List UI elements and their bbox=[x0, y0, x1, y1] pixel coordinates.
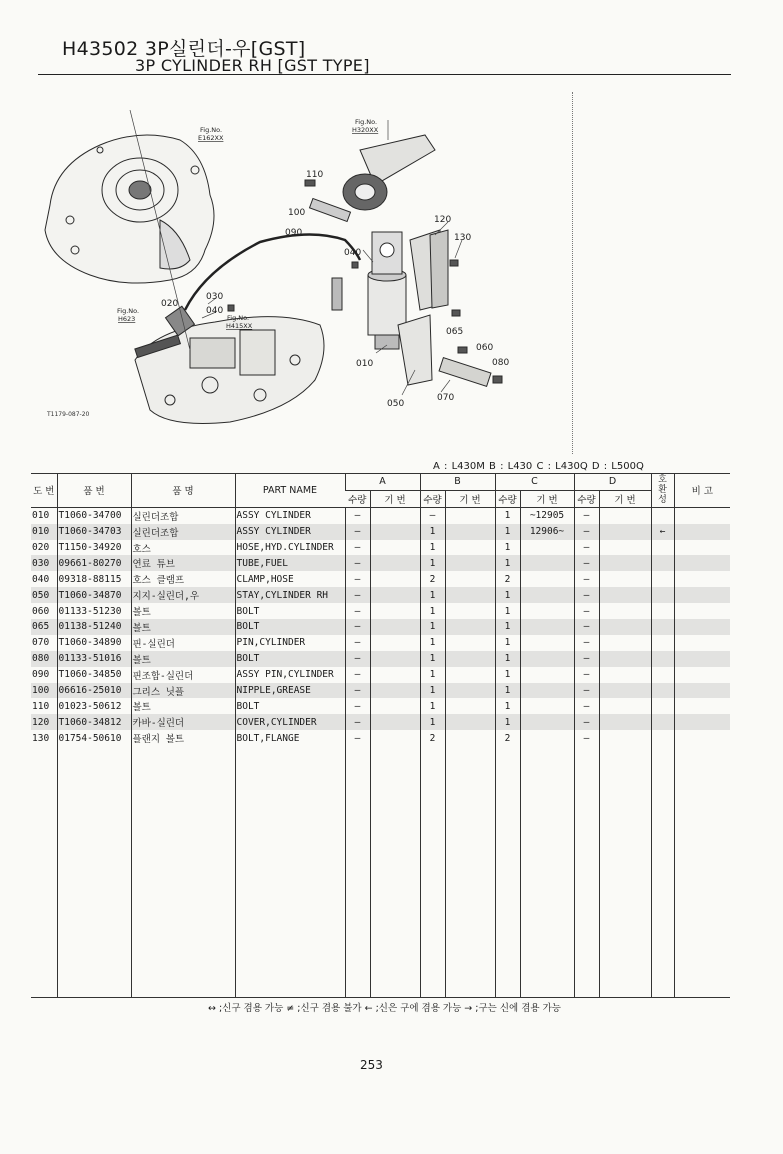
header-part-no: 품 번 bbox=[57, 474, 131, 508]
cell-qty-d: – bbox=[574, 571, 599, 587]
cell-part-name: ASSY CYLINDER bbox=[235, 524, 345, 540]
blank-cell bbox=[651, 746, 674, 998]
cell-no: 080 bbox=[31, 651, 57, 667]
cell-remarks bbox=[674, 651, 730, 667]
cell-part-number: 06616-25010 bbox=[57, 683, 131, 699]
cell-remarks bbox=[674, 540, 730, 556]
cell-serial-c bbox=[520, 698, 574, 714]
cell-interchange bbox=[651, 555, 674, 571]
cell-remarks bbox=[674, 524, 730, 540]
cell-qty-b: 1 bbox=[420, 540, 445, 556]
callout-050: 050 bbox=[387, 399, 405, 409]
callout-030: 030 bbox=[206, 292, 224, 302]
cell-serial-b bbox=[445, 619, 495, 635]
cell-serial-c bbox=[520, 571, 574, 587]
fig-ref-h623: Fig.No. H623 bbox=[117, 307, 140, 323]
cell-qty-a: – bbox=[345, 667, 370, 683]
cell-serial-c bbox=[520, 651, 574, 667]
cell-qty-d: – bbox=[574, 619, 599, 635]
callout-100: 100 bbox=[288, 208, 306, 218]
table-row bbox=[31, 730, 730, 746]
header-serial-d: 기 번 bbox=[599, 490, 651, 507]
cell-part-name: NIPPLE,GREASE bbox=[235, 683, 345, 699]
cell-serial-a bbox=[370, 667, 420, 683]
cell-serial-d bbox=[599, 571, 651, 587]
cell-part-name: CLAMP,HOSE bbox=[235, 571, 345, 587]
callout-040-left: 040 bbox=[206, 306, 224, 316]
cell-serial-c bbox=[520, 587, 574, 603]
blank-cell bbox=[520, 746, 574, 998]
cell-serial-b bbox=[445, 603, 495, 619]
cell-qty-a: – bbox=[345, 714, 370, 730]
cell-serial-d bbox=[599, 540, 651, 556]
cell-qty-d: – bbox=[574, 667, 599, 683]
table-header-row-1 bbox=[31, 474, 730, 491]
table-row bbox=[31, 698, 730, 714]
blank-cell bbox=[370, 746, 420, 998]
cell-serial-d bbox=[599, 524, 651, 540]
cell-qty-a: – bbox=[345, 698, 370, 714]
cell-name-ko: 볼트 bbox=[131, 603, 235, 619]
cell-interchange bbox=[651, 730, 674, 746]
header-serial-a: 기 번 bbox=[370, 490, 420, 507]
cell-part-name: BOLT bbox=[235, 619, 345, 635]
cell-part-name: BOLT bbox=[235, 698, 345, 714]
cell-qty-b: 1 bbox=[420, 587, 445, 603]
cell-qty-d: – bbox=[574, 651, 599, 667]
cell-serial-c bbox=[520, 555, 574, 571]
cell-name-ko: 실린더조합 bbox=[131, 507, 235, 523]
cell-qty-a: – bbox=[345, 507, 370, 523]
cell-part-name: HOSE,HYD.CYLINDER bbox=[235, 540, 345, 556]
cell-part-number: 09318-88115 bbox=[57, 571, 131, 587]
blank-cell bbox=[31, 746, 57, 998]
cell-qty-b: – bbox=[420, 507, 445, 523]
cell-qty-d: – bbox=[574, 524, 599, 540]
cell-qty-c: 2 bbox=[495, 730, 520, 746]
callout-070: 070 bbox=[437, 393, 455, 403]
cell-serial-d bbox=[599, 667, 651, 683]
header-group-a: A bbox=[345, 474, 420, 491]
cell-no: 060 bbox=[32, 605, 50, 617]
cell-qty-c: 1 bbox=[495, 667, 520, 683]
header-qty-b: 수량 bbox=[420, 490, 445, 507]
cell-qty-c: 1 bbox=[495, 651, 520, 667]
cell-qty-c: 1 bbox=[495, 555, 520, 571]
table-row bbox=[31, 619, 730, 635]
blank-cell bbox=[235, 746, 345, 998]
header-interchange: 호 환 성 bbox=[651, 474, 674, 508]
blank-cell bbox=[574, 746, 599, 998]
cell-qty-a: – bbox=[345, 683, 370, 699]
cell-part-number: 01023-50612 bbox=[57, 698, 131, 714]
cell-name-ko: 볼트 bbox=[131, 698, 235, 714]
cell-name-ko: 그리스 닛플 bbox=[131, 683, 235, 699]
cell-qty-a: – bbox=[345, 555, 370, 571]
cell-qty-a: – bbox=[345, 651, 370, 667]
cell-qty-d: – bbox=[574, 540, 599, 556]
header-part-name: PART NAME bbox=[235, 474, 345, 508]
cell-serial-b bbox=[445, 651, 495, 667]
cell-qty-a: – bbox=[345, 524, 370, 540]
table-row bbox=[31, 683, 730, 699]
cell-qty-b: 1 bbox=[420, 635, 445, 651]
cell-no: 010 bbox=[32, 510, 50, 522]
table-row bbox=[31, 587, 730, 603]
cell-serial-a bbox=[370, 540, 420, 556]
exploded-parts-diagram bbox=[30, 110, 560, 430]
blank-cell bbox=[495, 746, 520, 998]
callout-020: 020 bbox=[161, 299, 179, 309]
cell-name-ko: 볼트 bbox=[131, 651, 235, 667]
callout-080: 080 bbox=[492, 358, 510, 368]
cell-qty-c: 1 bbox=[495, 524, 520, 540]
page-title-english: 3P CYLINDER RH [GST TYPE] bbox=[135, 56, 370, 75]
cell-name-ko: 카바-실린더 bbox=[131, 714, 235, 730]
cell-no: 050 bbox=[31, 587, 57, 603]
blank-cell bbox=[674, 746, 730, 998]
cell-serial-c bbox=[520, 667, 574, 683]
cell-interchange bbox=[651, 603, 674, 619]
fig-ref-h415xx: Fig.No. H415XX bbox=[226, 314, 253, 330]
cell-remarks bbox=[674, 667, 730, 683]
table-row bbox=[31, 507, 730, 523]
cell-serial-c bbox=[520, 619, 574, 635]
fig-ref-e162xx: Fig.No. E162XX bbox=[198, 126, 224, 142]
model-legend: A : L430M B : L430 C : L430Q D : L500Q bbox=[433, 461, 644, 472]
header-serial-b: 기 번 bbox=[445, 490, 495, 507]
cell-qty-a: – bbox=[345, 603, 370, 619]
cell-serial-c bbox=[520, 540, 574, 556]
cell-no: 010 bbox=[31, 524, 57, 540]
cell-qty-b: 1 bbox=[420, 714, 445, 730]
header-remarks: 비 고 bbox=[674, 474, 730, 508]
cell-serial-b bbox=[445, 730, 495, 746]
cell-remarks bbox=[674, 603, 730, 619]
cell-qty-c: 1 bbox=[495, 698, 520, 714]
cell-qty-b: 1 bbox=[420, 603, 445, 619]
cell-qty-a: – bbox=[345, 571, 370, 587]
cell-serial-d bbox=[599, 507, 651, 523]
cell-qty-d: – bbox=[574, 683, 599, 699]
cell-part-name: ASSY CYLINDER bbox=[235, 507, 345, 523]
cell-qty-b: 1 bbox=[420, 619, 445, 635]
cell-qty-b: 1 bbox=[420, 555, 445, 571]
cell-qty-d: – bbox=[574, 603, 599, 619]
cell-interchange bbox=[651, 683, 674, 699]
cell-interchange bbox=[651, 635, 674, 651]
table-row bbox=[31, 603, 730, 619]
figure-code: T1179-087-20 bbox=[47, 411, 90, 418]
table-row bbox=[31, 571, 730, 587]
cell-name-ko: 핀조합-실린더 bbox=[131, 667, 235, 683]
callout-130: 130 bbox=[454, 233, 472, 243]
header-group-d: D bbox=[574, 474, 651, 491]
cell-part-number: 09661-80270 bbox=[57, 555, 131, 571]
cell-serial-a bbox=[370, 603, 420, 619]
cell-part-number: T1060-34700 bbox=[57, 507, 131, 523]
cell-part-number: T1060-34703 bbox=[57, 524, 131, 540]
table-row bbox=[31, 667, 730, 683]
cell-part-number: T1060-34870 bbox=[57, 587, 131, 603]
cell-no: 130 bbox=[32, 732, 50, 744]
cell-serial-a bbox=[370, 571, 420, 587]
cell-remarks bbox=[674, 571, 730, 587]
callout-120: 120 bbox=[434, 215, 452, 225]
cell-part-name: ASSY PIN,CYLINDER bbox=[235, 667, 345, 683]
cell-no: 090 bbox=[32, 669, 50, 681]
cell-name-ko: 플랜지 볼트 bbox=[131, 730, 235, 746]
callout-060: 060 bbox=[476, 343, 494, 353]
callout-040-top: 040 bbox=[344, 248, 362, 258]
cell-qty-c: 1 bbox=[495, 603, 520, 619]
callout-110: 110 bbox=[306, 170, 324, 180]
cell-serial-a bbox=[370, 635, 420, 651]
cell-qty-d: – bbox=[574, 587, 599, 603]
interchange-legend: ↔ ;신구 겸용 가능 ≠ ;신구 겸용 불가 ← ;신은 구에 겸용 가능 → ;구는 신에 겸용 가능 bbox=[208, 1003, 561, 1014]
cell-serial-a bbox=[370, 714, 420, 730]
cell-name-ko: 호스 클램프 bbox=[131, 571, 235, 587]
cell-serial-c: ~12905 bbox=[520, 507, 574, 523]
cell-serial-b bbox=[445, 698, 495, 714]
cell-no: 120 bbox=[31, 714, 57, 730]
cell-part-number: T1060-34890 bbox=[57, 635, 131, 651]
cell-serial-c bbox=[520, 635, 574, 651]
cell-name-ko: 핀-실린더 bbox=[131, 635, 235, 651]
cell-serial-b bbox=[445, 635, 495, 651]
parts-table bbox=[31, 473, 730, 998]
cell-serial-a bbox=[370, 683, 420, 699]
cell-qty-a: – bbox=[345, 635, 370, 651]
transmission-housing-drawing bbox=[45, 135, 214, 283]
cell-qty-d: – bbox=[574, 714, 599, 730]
cell-qty-d: – bbox=[574, 507, 599, 523]
cell-serial-b bbox=[445, 587, 495, 603]
cell-name-ko: 연료 튜브 bbox=[131, 555, 235, 571]
cell-remarks bbox=[674, 619, 730, 635]
cell-no: 100 bbox=[31, 683, 57, 699]
cell-name-ko: 호스 bbox=[131, 540, 235, 556]
cell-part-name: PIN,CYLINDER bbox=[235, 635, 345, 651]
cell-qty-c: 1 bbox=[495, 714, 520, 730]
cell-serial-a bbox=[370, 524, 420, 540]
cell-serial-a bbox=[370, 698, 420, 714]
cell-serial-a bbox=[370, 507, 420, 523]
table-row bbox=[31, 651, 730, 667]
cell-part-number: T1060-34812 bbox=[57, 714, 131, 730]
cell-serial-c bbox=[520, 603, 574, 619]
table-row bbox=[31, 714, 730, 730]
cell-remarks bbox=[674, 714, 730, 730]
cell-qty-c: 1 bbox=[495, 507, 520, 523]
cell-qty-b: 1 bbox=[420, 683, 445, 699]
cell-qty-b: 2 bbox=[420, 730, 445, 746]
header-qty-d: 수량 bbox=[574, 490, 599, 507]
cell-remarks bbox=[674, 555, 730, 571]
cell-name-ko: 지지-실린더,우 bbox=[131, 587, 235, 603]
blank-cell bbox=[131, 746, 235, 998]
cell-serial-a bbox=[370, 651, 420, 667]
cylinder-pin-drawing bbox=[439, 358, 491, 387]
header-qty-c: 수량 bbox=[495, 490, 520, 507]
cell-qty-c: 1 bbox=[495, 540, 520, 556]
cell-serial-c bbox=[520, 714, 574, 730]
cell-part-name: BOLT,FLANGE bbox=[235, 730, 345, 746]
cell-serial-d bbox=[599, 714, 651, 730]
cell-serial-a bbox=[370, 730, 420, 746]
cell-serial-b bbox=[445, 667, 495, 683]
cell-serial-b bbox=[445, 571, 495, 587]
page-title-korean: H43502 3P실린더-우[GST] bbox=[62, 38, 306, 60]
cell-no: 030 bbox=[31, 555, 57, 571]
cell-serial-b bbox=[445, 714, 495, 730]
table-row bbox=[31, 555, 730, 571]
callout-065: 065 bbox=[446, 327, 464, 337]
cell-serial-b bbox=[445, 555, 495, 571]
cell-serial-a bbox=[370, 555, 420, 571]
callout-090: 090 bbox=[285, 228, 303, 238]
cell-name-ko: 볼트 bbox=[131, 619, 235, 635]
cell-interchange bbox=[651, 698, 674, 714]
cell-interchange bbox=[651, 507, 674, 523]
cell-part-name: BOLT bbox=[235, 603, 345, 619]
cell-no: 020 bbox=[32, 542, 50, 553]
cell-serial-d bbox=[599, 683, 651, 699]
cell-qty-c: 1 bbox=[495, 683, 520, 699]
cell-remarks bbox=[674, 698, 730, 714]
cell-part-number: T1150-34920 bbox=[57, 540, 131, 556]
cell-part-number: 01133-51230 bbox=[57, 603, 131, 619]
blank-cell bbox=[599, 746, 651, 998]
cell-part-name: STAY,CYLINDER RH bbox=[235, 587, 345, 603]
tube-drawing bbox=[332, 278, 342, 310]
cell-serial-d bbox=[599, 651, 651, 667]
cell-interchange: ← bbox=[651, 524, 674, 540]
cell-serial-c bbox=[520, 683, 574, 699]
cell-qty-a: – bbox=[345, 619, 370, 635]
cell-serial-a bbox=[370, 619, 420, 635]
blank-cell bbox=[420, 746, 445, 998]
cell-part-number: 01133-51016 bbox=[57, 651, 131, 667]
cell-qty-b: 1 bbox=[420, 698, 445, 714]
cell-qty-d: – bbox=[574, 730, 599, 746]
cell-qty-a: – bbox=[345, 587, 370, 603]
header-no: 도 번 bbox=[31, 474, 57, 508]
header-serial-c: 기 번 bbox=[520, 490, 574, 507]
cell-serial-b bbox=[445, 524, 495, 540]
cell-no: 110 bbox=[32, 700, 50, 712]
cell-qty-b: 1 bbox=[420, 524, 445, 540]
table-row bbox=[31, 524, 730, 540]
cell-qty-b: 1 bbox=[420, 651, 445, 667]
cell-qty-a: – bbox=[345, 730, 370, 746]
blank-cell bbox=[57, 746, 131, 998]
callout-010: 010 bbox=[356, 359, 374, 369]
cell-serial-b bbox=[445, 540, 495, 556]
table-row bbox=[31, 635, 730, 651]
cell-qty-c: 2 bbox=[495, 571, 520, 587]
cell-serial-d bbox=[599, 603, 651, 619]
cell-no: 070 bbox=[32, 637, 50, 649]
table-blank-space bbox=[31, 746, 730, 998]
cell-interchange bbox=[651, 714, 674, 730]
cell-interchange bbox=[651, 571, 674, 587]
cell-no: 040 bbox=[32, 573, 50, 585]
cell-serial-d bbox=[599, 587, 651, 603]
cell-serial-d bbox=[599, 619, 651, 635]
page-number: 253 bbox=[360, 1058, 383, 1072]
cell-qty-c: 1 bbox=[495, 635, 520, 651]
cell-part-number: 01754-50610 bbox=[57, 730, 131, 746]
cell-qty-d: – bbox=[574, 635, 599, 651]
cell-qty-b: 2 bbox=[420, 571, 445, 587]
blank-cell bbox=[445, 746, 495, 998]
cell-interchange bbox=[651, 667, 674, 683]
header-group-c: C bbox=[495, 474, 574, 491]
cell-qty-b: 1 bbox=[420, 667, 445, 683]
cell-name-ko: 실린더조합 bbox=[131, 524, 235, 540]
cell-qty-c: 1 bbox=[495, 587, 520, 603]
cell-serial-b bbox=[445, 683, 495, 699]
cell-serial-a bbox=[370, 587, 420, 603]
cylinder-stay-drawing bbox=[398, 315, 432, 385]
cell-qty-a: – bbox=[345, 540, 370, 556]
lift-arm-drawing bbox=[343, 135, 435, 210]
cell-remarks bbox=[674, 730, 730, 746]
cell-qty-d: – bbox=[574, 698, 599, 714]
header-group-b: B bbox=[420, 474, 495, 491]
cell-remarks bbox=[674, 635, 730, 651]
table-row bbox=[31, 540, 730, 556]
cell-interchange bbox=[651, 587, 674, 603]
cell-serial-d bbox=[599, 635, 651, 651]
cell-part-name: BOLT bbox=[235, 651, 345, 667]
cell-part-number: 01138-51240 bbox=[57, 619, 131, 635]
header-qty-a: 수량 bbox=[345, 490, 370, 507]
cell-serial-d bbox=[599, 730, 651, 746]
blank-cell bbox=[345, 746, 370, 998]
cell-serial-d bbox=[599, 555, 651, 571]
cell-qty-d: – bbox=[574, 555, 599, 571]
cell-serial-d bbox=[599, 698, 651, 714]
cell-interchange bbox=[651, 619, 674, 635]
cell-part-name: COVER,CYLINDER bbox=[235, 714, 345, 730]
cell-serial-c bbox=[520, 730, 574, 746]
cell-interchange bbox=[651, 540, 674, 556]
cell-part-number: T1060-34850 bbox=[57, 667, 131, 683]
cell-part-name: TUBE,FUEL bbox=[235, 555, 345, 571]
header-name-ko: 품 명 bbox=[131, 474, 235, 508]
cell-interchange bbox=[651, 651, 674, 667]
cell-no: 065 bbox=[31, 619, 57, 635]
cell-serial-b bbox=[445, 507, 495, 523]
diagram-margin-line bbox=[572, 92, 573, 454]
pin-drawing bbox=[309, 198, 350, 221]
cell-remarks bbox=[674, 587, 730, 603]
cell-qty-c: 1 bbox=[495, 619, 520, 635]
cell-remarks bbox=[674, 683, 730, 699]
cell-remarks bbox=[674, 507, 730, 523]
fig-ref-h320xx: Fig.No. H320XX bbox=[352, 118, 379, 134]
title-underline bbox=[38, 74, 731, 75]
cell-serial-c: 12906~ bbox=[520, 524, 574, 540]
